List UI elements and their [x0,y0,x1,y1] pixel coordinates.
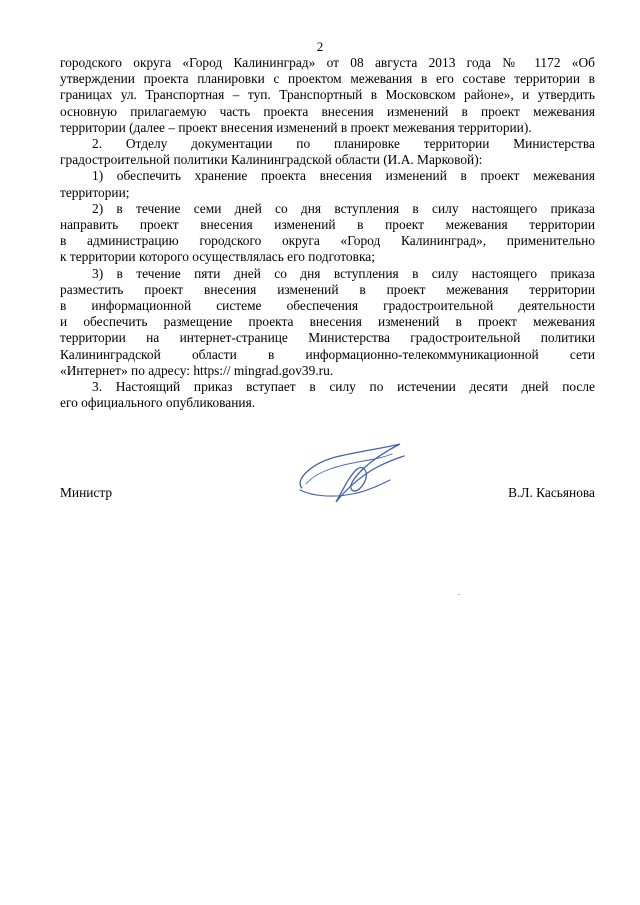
text-line: 3. Настоящий приказ вступает в силу по истечении десяти дней после [92,379,595,395]
text-line: градостроительной политики Калининградской области (И.А. Марковой): [60,152,483,168]
text-line: разместить проект внесения изменений в проект межевания территории [60,281,595,297]
text-line: в администрацию городского округа «Город Калининград», применительно [60,233,595,249]
signatory-title: Министр [60,485,113,500]
text-line: Калининградской области в информационно-телекоммуникационной сети [60,346,595,362]
text-line: направить проект внесения изменений в проект межевания территории [60,217,595,233]
text-line: территории; [60,184,130,200]
text-line: основную прилагаемую часть проекта внесения изменений в проект межевания [60,103,595,119]
text-line: «Интернет» по адресу: https:// mingrad.gov39.ru. [60,362,334,378]
text-line: 2) в течение семи дней со дня вступления в силу настоящего приказа [92,200,595,216]
text-line: территории (далее – проект внесения изменений в проект межевания территории). [60,119,532,135]
signatory-name: В.Л. Касьянова [508,485,595,500]
page-number: 2 [316,39,324,54]
text-line: 2. Отделу документации по планировке территории Министерства [92,136,595,152]
scan-speck [458,594,460,595]
text-line: 1) обеспечить хранение проекта внесения изменений в проект межевания [92,168,595,184]
text-line: его официального опубликования. [60,395,256,411]
text-line: и обеспечить размещение проекта внесения изменений в проект межевания [60,314,595,330]
text-line: территории на интернет-странице Министерства градостроительной политики [60,330,595,346]
order-body-text [60,55,595,411]
signature-row [60,485,595,505]
text-line: утверждении проекта планировки с проектом межевания в его составе территории в [60,71,595,87]
text-line: к территории которого осуществлялась его подготовка; [60,249,375,265]
text-line: границах ул. Транспортная – туп. Транспортный в Московском районе», и утвердить [60,87,595,103]
text-line: городского округа «Город Калининград» от 08 августа 2013 года № 1172 «Об [60,55,595,70]
text-line: 3) в течение пяти дней со дня вступления в силу настоящего приказа [92,265,595,281]
text-line: в информационной системе обеспечения градостроительной деятельности [60,298,595,314]
